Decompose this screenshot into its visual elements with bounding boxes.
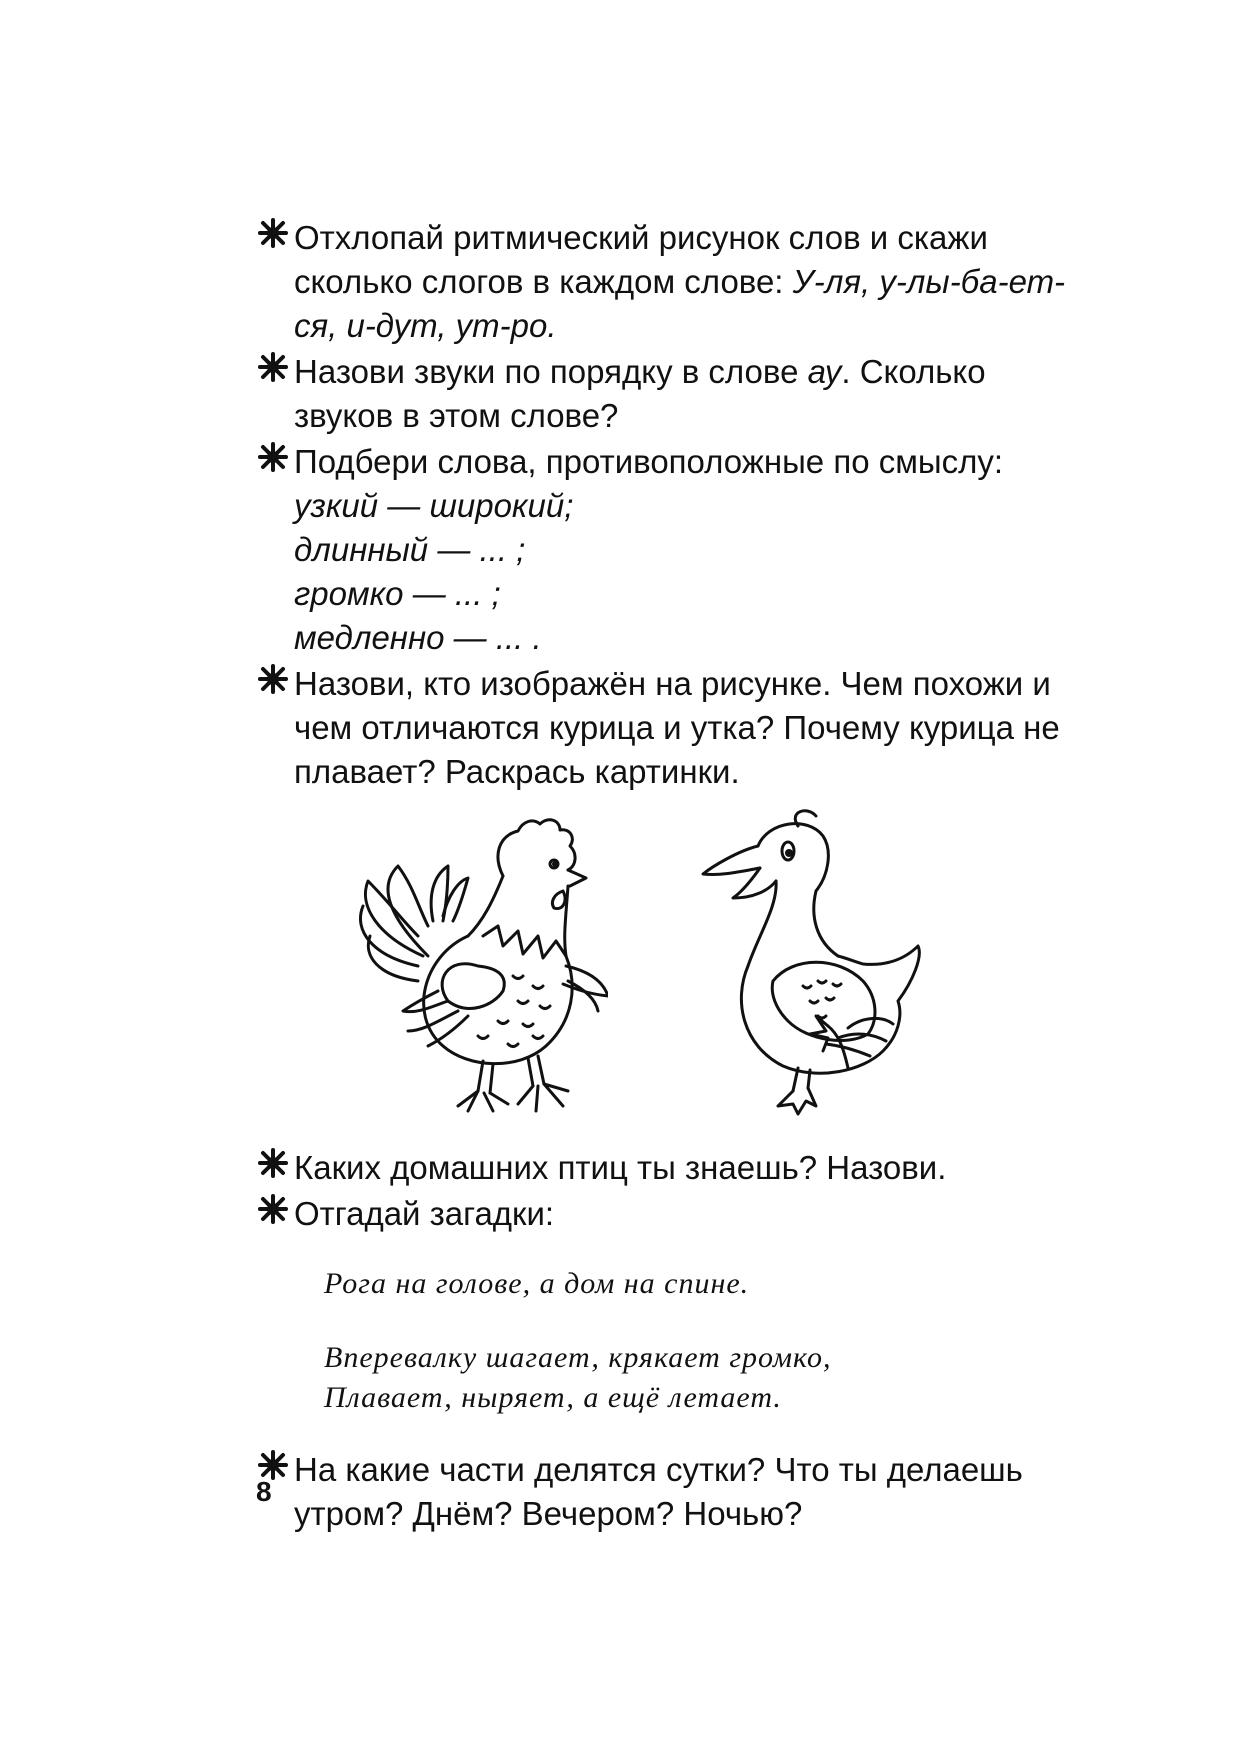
riddle-line: Рога на голове, а дом на спине. (324, 1267, 750, 1300)
task-text: Отхлопай ритмический рисунок слов и скажи сколько слогов в каждом слове: (294, 219, 988, 300)
coloring-pictures (258, 806, 1088, 1146)
task-name-sounds (258, 350, 1088, 438)
riddle-line: Вперевалку шагает, крякает громко, (324, 1341, 832, 1374)
task-riddles (258, 1192, 1088, 1236)
task-text: На какие части делятся сутки? Что ты делаешь утром? Днём? Вечером? Ночью? (294, 1451, 1023, 1532)
page-number: 8 (256, 1476, 272, 1507)
antonym-pair: длинный — ... ; (294, 531, 526, 568)
task-day-parts (258, 1448, 1088, 1536)
antonym-pair: узкий — широкий; (294, 487, 574, 524)
task-hen-duck (258, 662, 1088, 794)
riddle-snail (324, 1264, 1088, 1304)
star-bullet-icon (258, 1194, 288, 1224)
riddle-duck (324, 1338, 1088, 1418)
star-bullet-icon (258, 1148, 288, 1178)
task-clap-syllables (258, 216, 1088, 348)
antonym-list (294, 484, 1088, 660)
task-text: Подбери слова, противоположные по смыслу: (294, 443, 1004, 480)
task-words: У-ля, у-лы-ба-ет-ся, и-дут, ут-ро. (294, 263, 1066, 344)
hen-drawing (318, 806, 608, 1126)
task-antonyms (258, 440, 1088, 660)
antonym-pair: медленно — ... . (294, 619, 542, 656)
page-content (258, 216, 1088, 1536)
duck-drawing (698, 806, 928, 1116)
star-bullet-icon (258, 442, 288, 472)
antonym-pair: громко — ... ; (294, 575, 501, 612)
task-text: Каких домашних птиц ты знаешь? Назови. (294, 1149, 947, 1186)
task-domestic-birds (258, 1146, 1088, 1190)
riddles-block (258, 1264, 1088, 1418)
star-bullet-icon (258, 352, 288, 382)
task-word: ау (807, 353, 842, 390)
star-bullet-icon (258, 218, 288, 248)
riddle-line: Плавает, ныряет, а ещё летает. (324, 1381, 782, 1414)
task-text: Отгадай загадки: (294, 1195, 555, 1232)
task-text: Назови звуки по порядку в слове (294, 353, 808, 390)
star-bullet-icon (258, 664, 288, 694)
task-text: . Сколько звуков в этом слове? (294, 353, 986, 434)
task-text: Назови, кто изображён на рисунке. Чем похожи и чем отличаются курица и утка? Почему курица не плавает? Раскрась картинки. (294, 665, 1060, 790)
